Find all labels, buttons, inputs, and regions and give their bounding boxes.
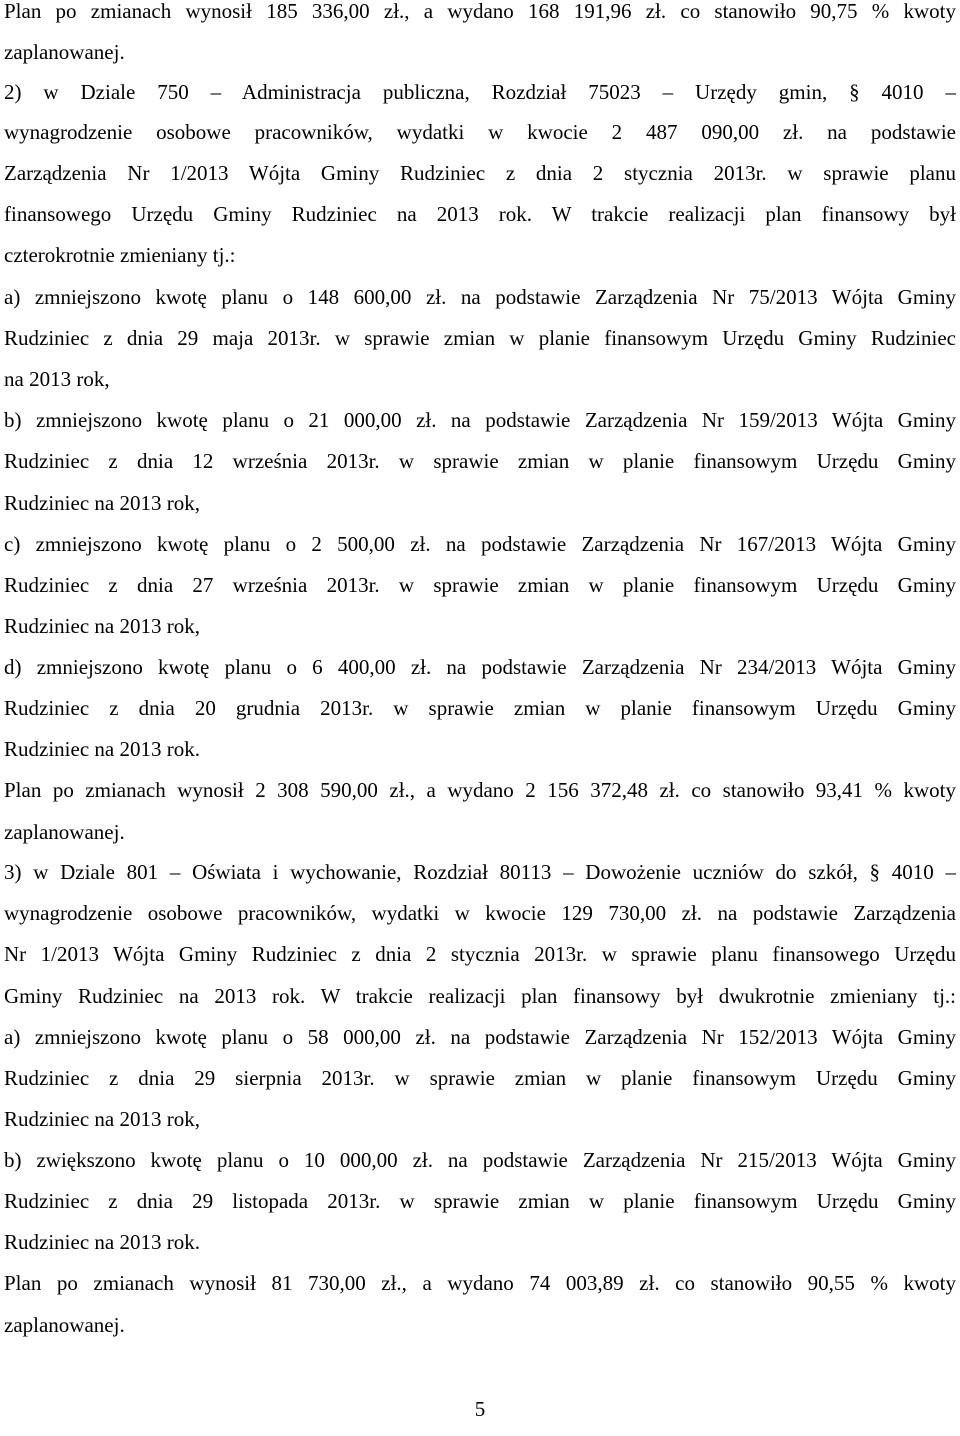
text-line: na 2013 rok, [4, 367, 110, 391]
text-line: zaplanowanej. [4, 820, 125, 844]
text-line: b) zmniejszono kwotę planu o 21 000,00 zł. na podstawie Zarządzenia Nr 159/2013 Wójta Gminy [4, 408, 956, 432]
text-line: Rudziniec z dnia 29 sierpnia 2013r. w sprawie zmian w planie finansowym Urzędu Gminy [4, 1066, 956, 1090]
text-line: Rudziniec z dnia 29 maja 2013r. w sprawie zmian w planie finansowym Urzędu Gminy Rudziniec [4, 326, 956, 350]
text-line: wynagrodzenie osobowe pracowników, wydatki w kwocie 2 487 090,00 zł. na podstawie [4, 120, 956, 144]
page-number: 5 [474, 1397, 486, 1421]
text-line: Rudziniec z dnia 29 listopada 2013r. w sprawie zmian w planie finansowym Urzędu Gminy [4, 1189, 956, 1213]
text-line: Plan po zmianach wynosił 2 308 590,00 zł., a wydano 2 156 372,48 zł. co stanowiło 93,41 % kwoty [4, 778, 956, 802]
text-line: Plan po zmianach wynosił 185 336,00 zł., a wydano 168 191,96 zł. co stanowiło 90,75 % kwoty [4, 0, 956, 23]
text-line: a) zmniejszono kwotę planu o 58 000,00 zł. na podstawie Zarządzenia Nr 152/2013 Wójta Gminy [4, 1025, 956, 1049]
text-line: Rudziniec na 2013 rok. [4, 1230, 200, 1254]
text-line: 2) w Dziale 750 – Administracja publiczna, Rozdział 75023 – Urzędy gmin, § 4010 – [4, 80, 956, 104]
text-line: wynagrodzenie osobowe pracowników, wydatki w kwocie 129 730,00 zł. na podstawie Zarządzenia [4, 901, 956, 925]
text-line: zaplanowanej. [4, 40, 125, 64]
text-line: zaplanowanej. [4, 1313, 125, 1337]
text-line: Rudziniec na 2013 rok, [4, 1107, 200, 1131]
text-line: Rudziniec na 2013 rok, [4, 491, 200, 515]
text-line: Rudziniec na 2013 rok. [4, 737, 200, 761]
text-line: finansowego Urzędu Gminy Rudziniec na 2013 rok. W trakcie realizacji plan finansowy był [4, 202, 956, 226]
text-line: 3) w Dziale 801 – Oświata i wychowanie, Rozdział 80113 – Dowożenie uczniów do szkół, § 4010 – [4, 860, 956, 884]
text-line: d) zmniejszono kwotę planu o 6 400,00 zł. na podstawie Zarządzenia Nr 234/2013 Wójta Gminy [4, 655, 956, 679]
text-line: Zarządzenia Nr 1/2013 Wójta Gminy Rudziniec z dnia 2 stycznia 2013r. w sprawie planu [4, 161, 956, 185]
text-line: czterokrotnie zmieniany tj.: [4, 243, 236, 267]
text-line: a) zmniejszono kwotę planu o 148 600,00 zł. na podstawie Zarządzenia Nr 75/2013 Wójta Gminy [4, 285, 956, 309]
text-line: Gminy Rudziniec na 2013 rok. W trakcie realizacji plan finansowy był dwukrotnie zmieniany tj.: [4, 984, 956, 1008]
text-line: Nr 1/2013 Wójta Gminy Rudziniec z dnia 2 stycznia 2013r. w sprawie planu finansowego Urzędu [4, 942, 956, 966]
text-line: Rudziniec na 2013 rok, [4, 614, 200, 638]
text-line: Rudziniec z dnia 20 grudnia 2013r. w sprawie zmian w planie finansowym Urzędu Gminy [4, 696, 956, 720]
text-line: b) zwiększono kwotę planu o 10 000,00 zł. na podstawie Zarządzenia Nr 215/2013 Wójta Gminy [4, 1148, 956, 1172]
text-line: Rudziniec z dnia 12 września 2013r. w sprawie zmian w planie finansowym Urzędu Gminy [4, 449, 956, 473]
text-line: Plan po zmianach wynosił 81 730,00 zł., a wydano 74 003,89 zł. co stanowiło 90,55 % kwoty [4, 1271, 956, 1295]
text-line: Rudziniec z dnia 27 września 2013r. w sprawie zmian w planie finansowym Urzędu Gminy [4, 573, 956, 597]
text-line: c) zmniejszono kwotę planu o 2 500,00 zł. na podstawie Zarządzenia Nr 167/2013 Wójta Gminy [4, 532, 956, 556]
